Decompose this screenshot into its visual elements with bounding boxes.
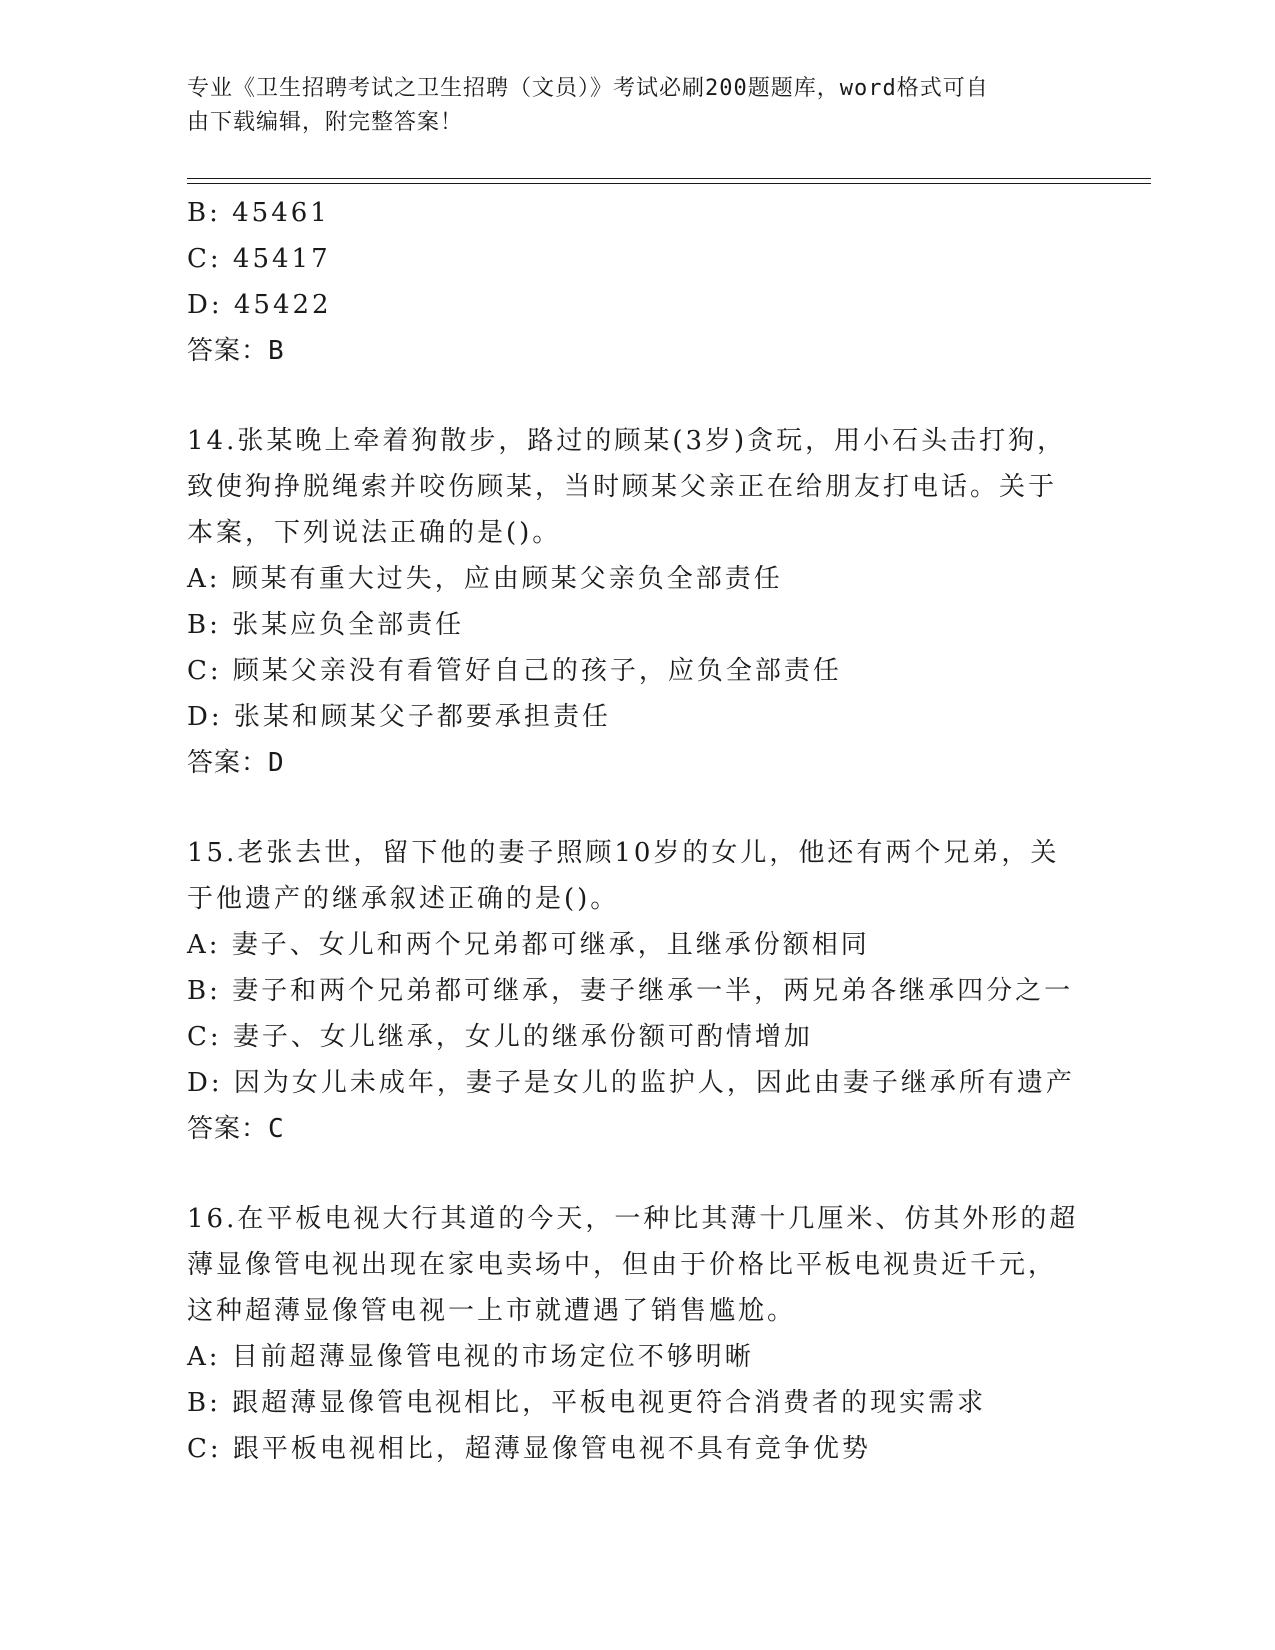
option-c: C: 45417 <box>187 244 331 274</box>
option-b: B: 45461 <box>187 198 330 228</box>
header-line-1: 专业《卫生招聘考试之卫生招聘（文员）》考试必刷200题题库，word格式可自 <box>187 76 989 101</box>
question-stem-line: 14.张某晚上牵着狗散步，路过的顾某(3岁)贪玩，用小石头击打狗， <box>187 426 1067 456</box>
question-15 <box>187 830 1087 1152</box>
question-stem-line: 于他遗产的继承叙述正确的是()。 <box>187 884 620 914</box>
spacer <box>187 374 1087 418</box>
question-14 <box>187 418 1087 786</box>
question-16 <box>187 1196 1087 1472</box>
question-stem-line: 这种超薄显像管电视一上市就遭遇了销售尴尬。 <box>187 1296 797 1326</box>
spacer <box>187 786 1087 830</box>
spacer <box>187 1152 1087 1196</box>
option-a: A: 妻子、女儿和两个兄弟都可继承，且继承份额相同 <box>187 930 870 960</box>
option-a: A: 顾某有重大过失，应由顾某父亲负全部责任 <box>187 564 783 594</box>
question-stem-line: 15.老张去世，留下他的妻子照顾10岁的女儿，他还有两个兄弟，关 <box>187 838 1060 868</box>
question-stem-line: 致使狗挣脱绳索并咬伤顾某，当时顾某父亲正在给朋友打电话。关于 <box>187 472 1058 502</box>
option-c: C: 跟平板电视相比，超薄显像管电视不具有竞争优势 <box>187 1434 871 1464</box>
option-b: B: 张某应负全部责任 <box>187 610 465 640</box>
question-stem-line: 本案，下列说法正确的是()。 <box>187 518 562 548</box>
answer-line: 答案：C <box>187 1114 285 1144</box>
option-d: D: 45422 <box>187 290 332 320</box>
document-body <box>187 190 1087 1472</box>
document-header <box>187 72 1067 140</box>
question-stem-line: 16.在平板电视大行其道的今天，一种比其薄十几厘米、仿其外形的超 <box>187 1204 1079 1234</box>
option-c: C: 顾某父亲没有看管好自己的孩子，应负全部责任 <box>187 656 842 686</box>
header-divider-bottom <box>187 183 1151 184</box>
answer-line: 答案：D <box>187 748 285 778</box>
option-d: D: 张某和顾某父子都要承担责任 <box>187 702 611 732</box>
option-a: A: 目前超薄显像管电视的市场定位不够明晰 <box>187 1342 754 1372</box>
answer-line: 答案：B <box>187 336 285 366</box>
prev-question <box>187 190 1087 374</box>
option-b: B: 妻子和两个兄弟都可继承，妻子继承一半，两兄弟各继承四分之一 <box>187 976 1074 1006</box>
question-stem-line: 薄显像管电视出现在家电卖场中，但由于价格比平板电视贵近千元， <box>187 1250 1058 1280</box>
option-d: D: 因为女儿未成年，妻子是女儿的监护人，因此由妻子继承所有遗产 <box>187 1068 1075 1098</box>
header-divider-top <box>187 178 1151 179</box>
option-b: B: 跟超薄显像管电视相比，平板电视更符合消费者的现实需求 <box>187 1388 987 1418</box>
header-line-2: 由下载编辑，附完整答案！ <box>187 110 464 135</box>
option-c: C: 妻子、女儿继承，女儿的继承份额可酌情增加 <box>187 1022 813 1052</box>
